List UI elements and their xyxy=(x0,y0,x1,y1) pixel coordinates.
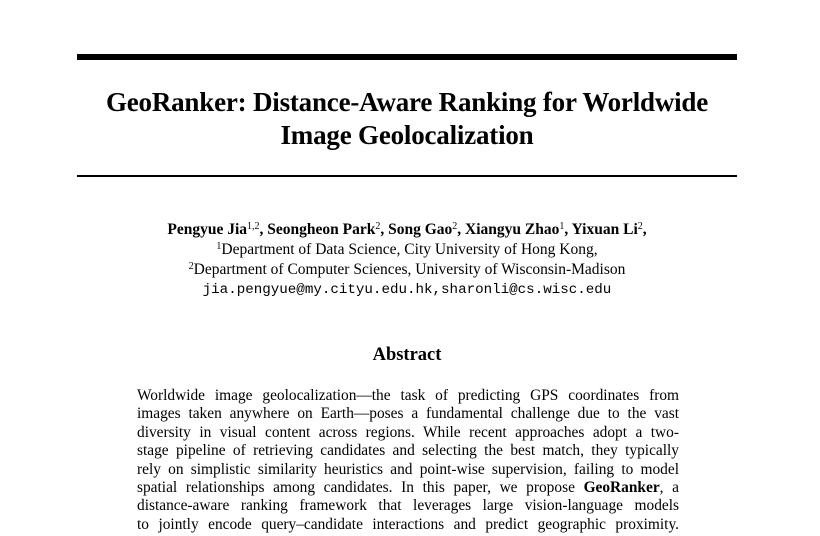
abstract-line: Worldwide image geolocalization—the task of predicting GPS coordinates from xyxy=(137,387,679,404)
author-name: Yixuan Li xyxy=(571,221,638,238)
abstract-line: images taken anywhere on Earth—poses a fundamental challenge due to the vast xyxy=(137,405,679,423)
paper-title xyxy=(77,86,737,152)
author-name: Seongheon Park xyxy=(267,221,376,238)
affiliation-mark: 2 xyxy=(188,261,194,272)
author-separator: , xyxy=(380,221,389,238)
author-emails: jia.pengyue@my.cityu.edu.hk,sharonli@cs.wisc.edu xyxy=(202,282,612,298)
abstract-line: to jointly encode query–candidate interactions and predict geographic proximity. xyxy=(137,515,679,533)
author-name: Xiangyu Zhao xyxy=(465,221,560,238)
author-name: Pengyue Jia xyxy=(167,221,248,238)
title-bottom-rule xyxy=(77,175,737,177)
author-affiliation-mark: 2 xyxy=(452,221,458,232)
abstract-line: rely on simplistic similarity heuristics and point-wise supervision, failing to model xyxy=(137,460,679,478)
author-affiliation-mark: 2 xyxy=(637,221,643,232)
affiliation-text: Department of Data Science, City University of Hong Kong, xyxy=(221,241,598,258)
author-affiliation-mark: 2 xyxy=(375,221,381,232)
affiliation-line xyxy=(77,240,737,260)
title-line-2: Image Geolocalization xyxy=(280,120,534,150)
author-name: Song Gao xyxy=(388,221,453,238)
abstract-heading: Abstract xyxy=(372,345,442,365)
author-separator: , xyxy=(457,221,466,238)
affiliation-mark: 1 xyxy=(216,241,222,252)
affiliation-line xyxy=(77,260,737,280)
author-separator: , xyxy=(564,221,572,238)
title-line-1: GeoRanker: Distance-Aware Ranking for Worldwide xyxy=(105,87,709,117)
abstract-line: distance-aware ranking framework that leverages large vision-language models xyxy=(137,497,679,515)
author-affiliation-mark: 1 xyxy=(559,221,565,232)
author-affiliation-mark: 1,2 xyxy=(247,221,260,232)
title-top-rule xyxy=(77,54,737,60)
author-separator: , xyxy=(642,221,647,238)
abstract-line: diversity in visual content across regions. While recent approaches adopt a two- xyxy=(137,423,679,441)
abstract-line-tail: , a xyxy=(659,479,679,497)
affiliation-text: Department of Computer Sciences, University of Wisconsin-Madison xyxy=(193,261,626,278)
abstract-line: stage pipeline of retrieving candidates and selecting the best match, they typically xyxy=(137,442,679,460)
abstract-body xyxy=(137,387,679,534)
author-separator: , xyxy=(259,221,268,238)
author-block xyxy=(77,220,737,300)
abstract-line xyxy=(137,479,679,497)
abstract-bold-term: GeoRanker xyxy=(583,479,660,497)
abstract-line-text: spatial relationships among candidates. In this paper, we propose xyxy=(137,479,584,497)
author-names xyxy=(77,220,737,240)
